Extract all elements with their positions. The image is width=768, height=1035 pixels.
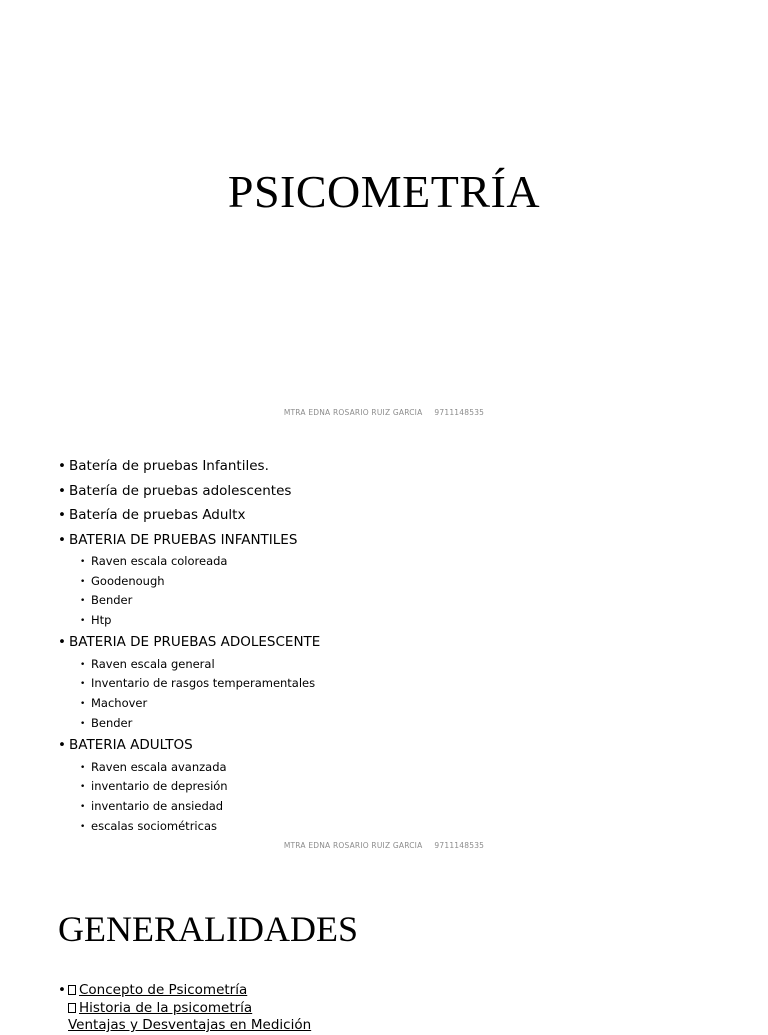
sub-list-item: [80, 655, 320, 675]
sub-list-item: [80, 572, 320, 592]
sub-list-item: [80, 758, 320, 778]
box-glyph-icon: [68, 1003, 76, 1013]
bullet-icon: •: [80, 615, 86, 626]
bullet-icon: •: [80, 801, 86, 812]
sub-list-item-label: escalas sociométricas: [91, 818, 217, 833]
sub-list: [58, 552, 320, 630]
sub-list-item-label: Htp: [91, 612, 112, 627]
list-item: [58, 733, 320, 836]
sub-list-item-label: Bender: [91, 715, 133, 730]
list-item: [58, 528, 320, 631]
generalidades-list: [58, 982, 311, 1035]
section-title-generalidades: GENERALIDADES: [58, 909, 358, 949]
sub-list-item-label: Raven escala coloreada: [91, 554, 228, 568]
sub-list-item: [80, 611, 320, 631]
slide-footer: [0, 408, 768, 417]
list-item-label: Batería de pruebas Infantiles.: [69, 458, 269, 474]
list-item-label: BATERIA DE PRUEBAS ADOLESCENTE: [69, 634, 321, 651]
list-item: [58, 503, 320, 528]
link-ventajas-desventajas[interactable]: Ventajas y Desventajas en Medición: [68, 1017, 312, 1033]
sub-list-item-label: Bender: [91, 593, 133, 608]
footer-author: MTRA EDNA ROSARIO RUIZ GARCIA: [283, 408, 423, 417]
footer-author: MTRA EDNA ROSARIO RUIZ GARCIA: [283, 841, 423, 850]
bullet-icon: •: [58, 482, 66, 499]
slide-title-psicometria: PSICOMETRÍA: [227, 166, 541, 217]
bullet-icon: •: [80, 782, 86, 793]
test-battery-list: [58, 454, 320, 836]
sub-list-item: [80, 714, 320, 734]
bullet-icon: •: [80, 557, 86, 567]
bullet-icon: •: [58, 634, 66, 651]
bullet-icon: •: [58, 507, 66, 523]
sub-list-item-label: inventario de depresión: [91, 779, 228, 794]
footer-phone: 9711148535: [434, 841, 485, 850]
bullet-icon: •: [80, 576, 86, 587]
sub-list-item-label: Raven escala general: [91, 656, 215, 671]
link-historia-psicometria[interactable]: Historia de la psicometría: [79, 999, 253, 1016]
sub-list-item: [80, 797, 320, 817]
bullet-icon: •: [80, 596, 86, 607]
bullet-icon: •: [80, 821, 86, 832]
sub-list-item-label: Raven escala avanzada: [91, 759, 227, 774]
list-item-label: Batería de pruebas adolescentes: [69, 482, 292, 499]
list-item-label: Batería de pruebas Adultx: [69, 507, 246, 523]
bullet-icon: •: [58, 982, 66, 998]
list-item-label: BATERIA DE PRUEBAS INFANTILES: [69, 531, 298, 548]
slide-footer: [0, 841, 768, 850]
sub-list-item-label: Inventario de rasgos temperamentales: [91, 676, 316, 691]
sub-list-item: [80, 591, 320, 611]
box-glyph-icon: [68, 985, 76, 995]
sub-list-item-label: inventario de ansiedad: [91, 798, 224, 813]
sub-list-item: [80, 777, 320, 797]
bullet-icon: •: [80, 659, 86, 670]
sub-list-item-label: Machover: [91, 696, 148, 711]
sub-list: [58, 655, 320, 733]
list-item-label: BATERIA ADULTOS: [69, 737, 193, 754]
bullet-icon: •: [80, 699, 86, 710]
bullet-icon: •: [80, 718, 86, 729]
bullet-icon: •: [58, 458, 66, 474]
sub-list-item-label: Goodenough: [91, 573, 165, 588]
bullet-icon: •: [80, 762, 86, 773]
sub-list-item: [80, 674, 320, 694]
list-item: [58, 479, 320, 504]
sub-list-item: [80, 694, 320, 714]
bullet-icon: •: [58, 531, 66, 548]
bullet-icon: •: [80, 679, 86, 690]
sub-list-item: [80, 552, 320, 572]
bullet-icon: •: [58, 737, 66, 754]
sub-list-item: [80, 817, 320, 837]
link-concepto-psicometria[interactable]: Concepto de Psicometría: [79, 982, 248, 998]
footer-phone: 9711148535: [434, 408, 485, 417]
list-item: [58, 630, 320, 733]
sub-list: [58, 758, 320, 836]
list-item: [58, 454, 320, 479]
